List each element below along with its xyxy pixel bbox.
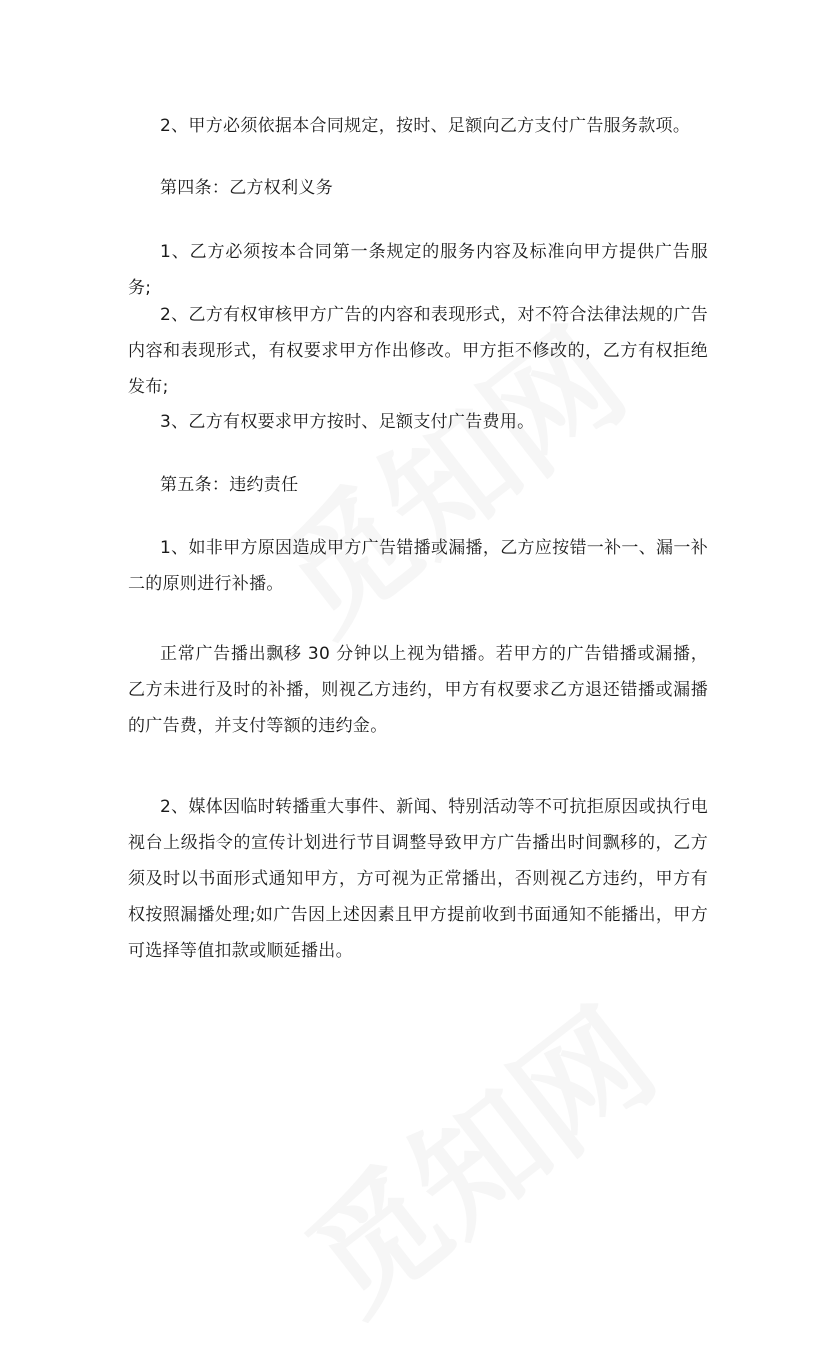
clause-paragraph: 2、甲方必须依据本合同规定，按时、足额向乙方支付广告服务款项。 bbox=[160, 116, 691, 136]
section-heading: 第四条：乙方权利义务 bbox=[160, 178, 333, 198]
clause-paragraph: 1、如非甲方原因造成甲方广告错播或漏播，乙方应按错一补一、漏一补二的原则进行补播。 bbox=[128, 538, 708, 594]
watermark-logo bbox=[264, 960, 686, 1347]
clause-paragraph: 3、乙方有权要求甲方按时、足额支付广告费用。 bbox=[160, 412, 535, 432]
clause-paragraph: 1、乙方必须按本合同第一条规定的服务内容及标准向甲方提供广告服务; bbox=[128, 242, 708, 298]
clause-paragraph: 2、媒体因临时转播重大事件、新闻、特别活动等不可抗拒原因或执行电视台上级指令的宣传计划进行节目调整导致甲方广告播出时间飘移的，乙方须及时以书面形式通知甲方，方可视为正常播出，否则视乙方违约，甲方有权按照漏播处理;如广告因上述因素且甲方提前收到书面通知不能播出，甲方可选择等值扣款或顺延播出。 bbox=[128, 797, 708, 961]
clause-paragraph: 正常广告播出飘移 30 分钟以上视为错播。若甲方的广告错播或漏播，乙方未进行及时的补播，则视乙方违约，甲方有权要求乙方退还错播或漏播的广告费，并支付等额的违约金。 bbox=[128, 644, 708, 736]
clause-paragraph: 2、乙方有权审核甲方广告的内容和表现形式，对不符合法律法规的广告内容和表现形式，有权要求甲方作出修改。甲方拒不修改的，乙方有权拒绝发布; bbox=[128, 305, 708, 397]
section-heading: 第五条：违约责任 bbox=[160, 475, 299, 495]
